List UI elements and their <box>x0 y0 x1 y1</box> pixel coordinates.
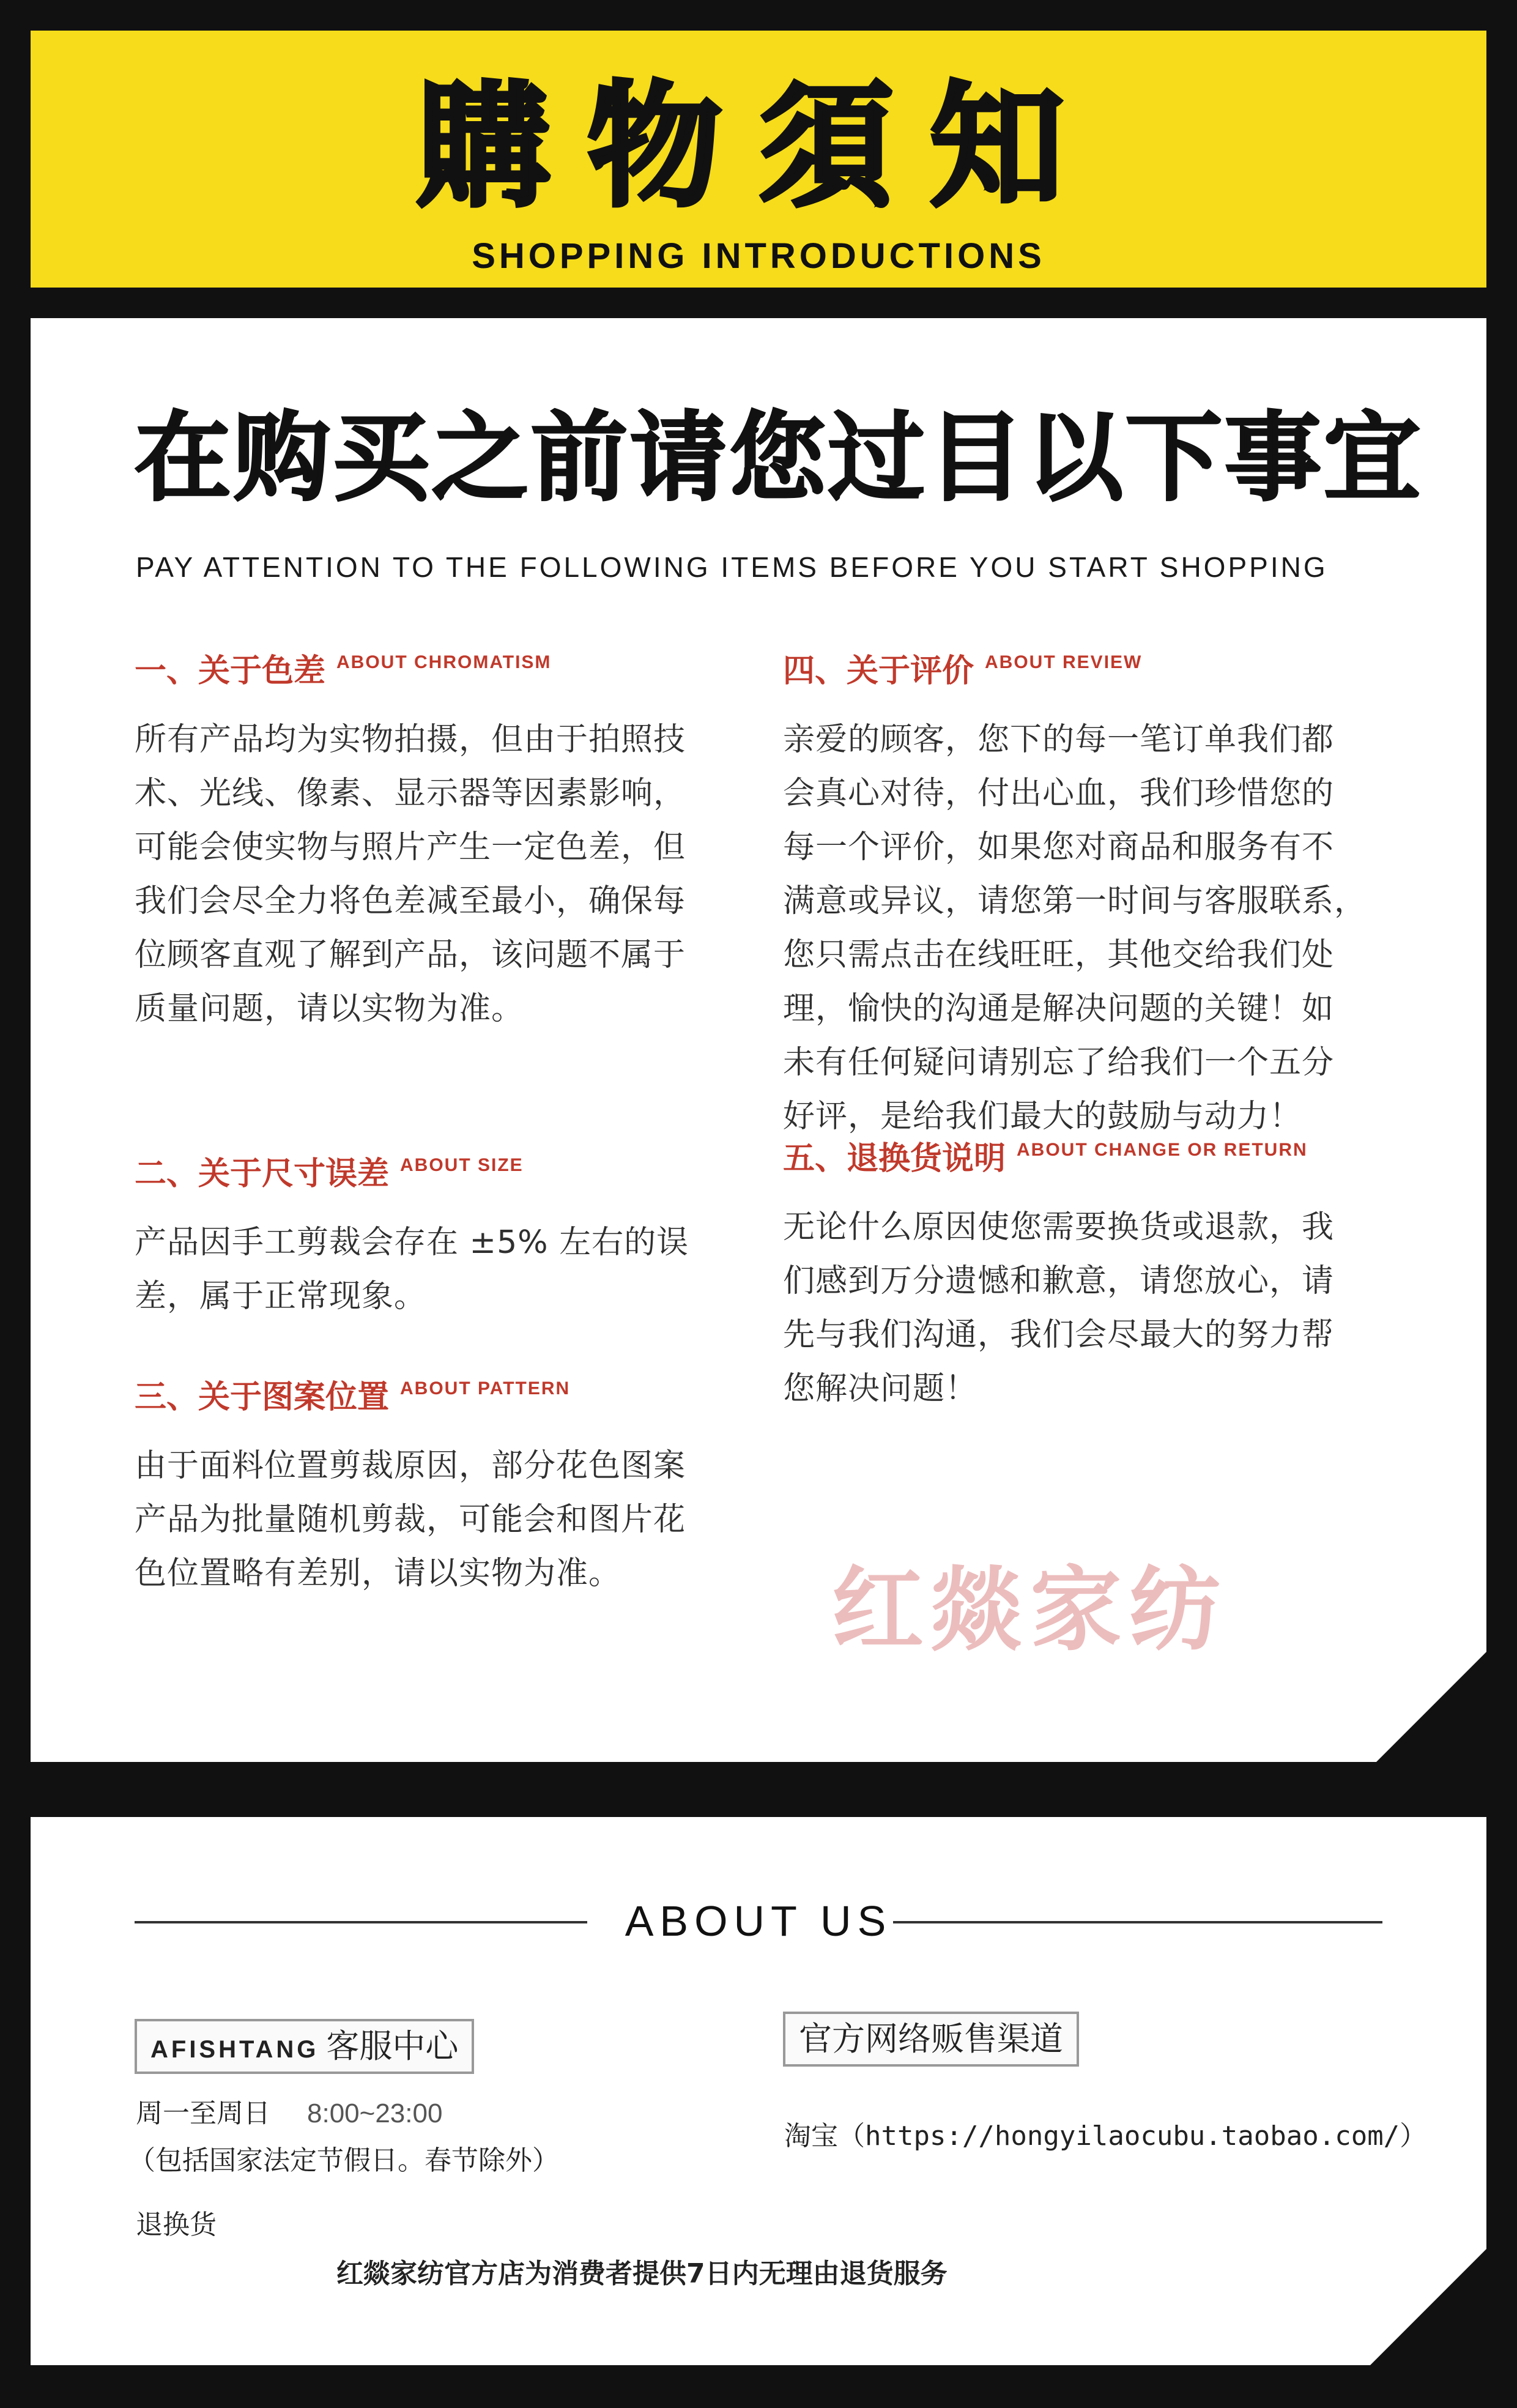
section-title-en: ABOUT CHANGE OR RETURN <box>1017 1140 1308 1160</box>
body-line: 术、光线、像素、显示器等因素影响， <box>135 775 686 812</box>
section-title-en: ABOUT SIZE <box>400 1155 524 1175</box>
banner-title: 購物須知 <box>415 69 1101 225</box>
corner-fold <box>1370 2249 1486 2365</box>
body-line: 您只需点击在线旺旺，其他交给我们处 <box>783 937 1335 973</box>
service-title: 客服中心 <box>326 2027 459 2065</box>
body-line: 先与我们沟通，我们会尽最大的努力帮 <box>783 1317 1335 1353</box>
section-title: 一、关于色差 <box>135 653 326 689</box>
section-body <box>783 1200 1370 1416</box>
body-line: 可能会使实物与照片产生一定色差，但 <box>135 829 686 866</box>
corner-fold <box>1376 1652 1486 1762</box>
section-body <box>783 713 1370 1143</box>
banner-subtitle: SHOPPING INTRODUCTIONS <box>472 236 1045 276</box>
taobao-store-link[interactable]: 淘宝（https://hongyilaocubu.taobao.com/） <box>784 2120 1427 2152</box>
about-panel <box>31 1817 1486 2365</box>
body-line: 色位置略有差别，请以实物为准。 <box>135 1555 621 1592</box>
body-line: 差，属于正常现象。 <box>135 1278 427 1315</box>
section-body <box>135 1216 722 1323</box>
section-title-en: ABOUT CHROMATISM <box>336 652 552 672</box>
body-line: 会真心对待，付出心血，我们珍惜您的 <box>783 775 1335 812</box>
section-title: 三、关于图案位置 <box>135 1379 390 1416</box>
section-body <box>135 713 722 1036</box>
body-line: 由于面料位置剪裁原因，部分花色图案 <box>135 1447 686 1484</box>
service-hours <box>136 2091 442 2130</box>
body-line: 们感到万分遗憾和歉意，请您放心，请 <box>783 1263 1335 1299</box>
service-brand: AFISHTANG <box>150 2036 319 2063</box>
body-line: 质量问题，请以实物为准。 <box>135 990 524 1027</box>
body-line: 我们会尽全力将色差减至最小，确保每 <box>135 883 686 920</box>
returns-label: 退换货 <box>136 2209 217 2240</box>
body-line: 亲爱的顾客，您下的每一笔订单我们都 <box>783 721 1335 758</box>
body-line: 无论什么原因使您需要换货或退款，我 <box>783 1209 1335 1246</box>
returns-policy: 红燚家纺官方店为消费者提供7日内无理由退货服务 <box>336 2258 948 2289</box>
section-title: 二、关于尺寸误差 <box>135 1156 390 1192</box>
service-time: 8:00~23:00 <box>307 2098 443 2128</box>
service-center-label <box>135 2019 474 2074</box>
service-days: 周一至周日 <box>136 2098 270 2129</box>
section-title-en: ABOUT PATTERN <box>400 1378 571 1399</box>
section-size <box>135 1156 722 1323</box>
section-title-en: ABOUT REVIEW <box>985 652 1143 672</box>
section-chromatism <box>135 653 722 1036</box>
header-banner <box>31 31 1486 288</box>
sales-channel-label <box>783 2012 1079 2067</box>
body-line: 产品为批量随机剪裁，可能会和图片花 <box>135 1501 686 1538</box>
page-subtitle: PAY ATTENTION TO THE FOLLOWING ITEMS BEFORE YOU START SHOPPING <box>136 551 1328 583</box>
body-line: 每一个评价，如果您对商品和服务有不 <box>783 829 1335 866</box>
body-line: 未有任何疑问请别忘了给我们一个五分 <box>783 1044 1335 1081</box>
section-title: 五、退换货说明 <box>783 1140 1006 1177</box>
body-line: 理，愉快的沟通是解决问题的关键！如 <box>783 990 1335 1027</box>
service-note: （包括国家法定节假日。春节除外） <box>128 2145 559 2176</box>
about-title: ABOUT US <box>625 1897 892 1945</box>
section-return <box>783 1141 1370 1416</box>
page-title: 在购买之前请您过目以下事宜 <box>135 402 1423 515</box>
section-pattern <box>135 1380 722 1600</box>
body-line: 满意或异议，请您第一时间与客服联系， <box>783 883 1367 920</box>
channel-title: 官方网络贩售渠道 <box>799 2020 1063 2058</box>
section-body <box>135 1439 722 1600</box>
body-line: 位顾客直观了解到产品，该问题不属于 <box>135 937 686 973</box>
section-title: 四、关于评价 <box>783 653 974 689</box>
body-line: 您解决问题！ <box>783 1370 978 1407</box>
section-review <box>783 653 1370 1143</box>
notice-panel <box>31 318 1486 1762</box>
body-line: 好评，是给我们最大的鼓励与动力！ <box>783 1098 1302 1135</box>
body-line: 所有产品均为实物拍摄，但由于拍照技 <box>135 721 686 758</box>
body-line: 产品因手工剪裁会存在 ±5% 左右的误 <box>135 1224 689 1261</box>
brand-watermark: 红燚家纺 <box>832 1556 1229 1663</box>
